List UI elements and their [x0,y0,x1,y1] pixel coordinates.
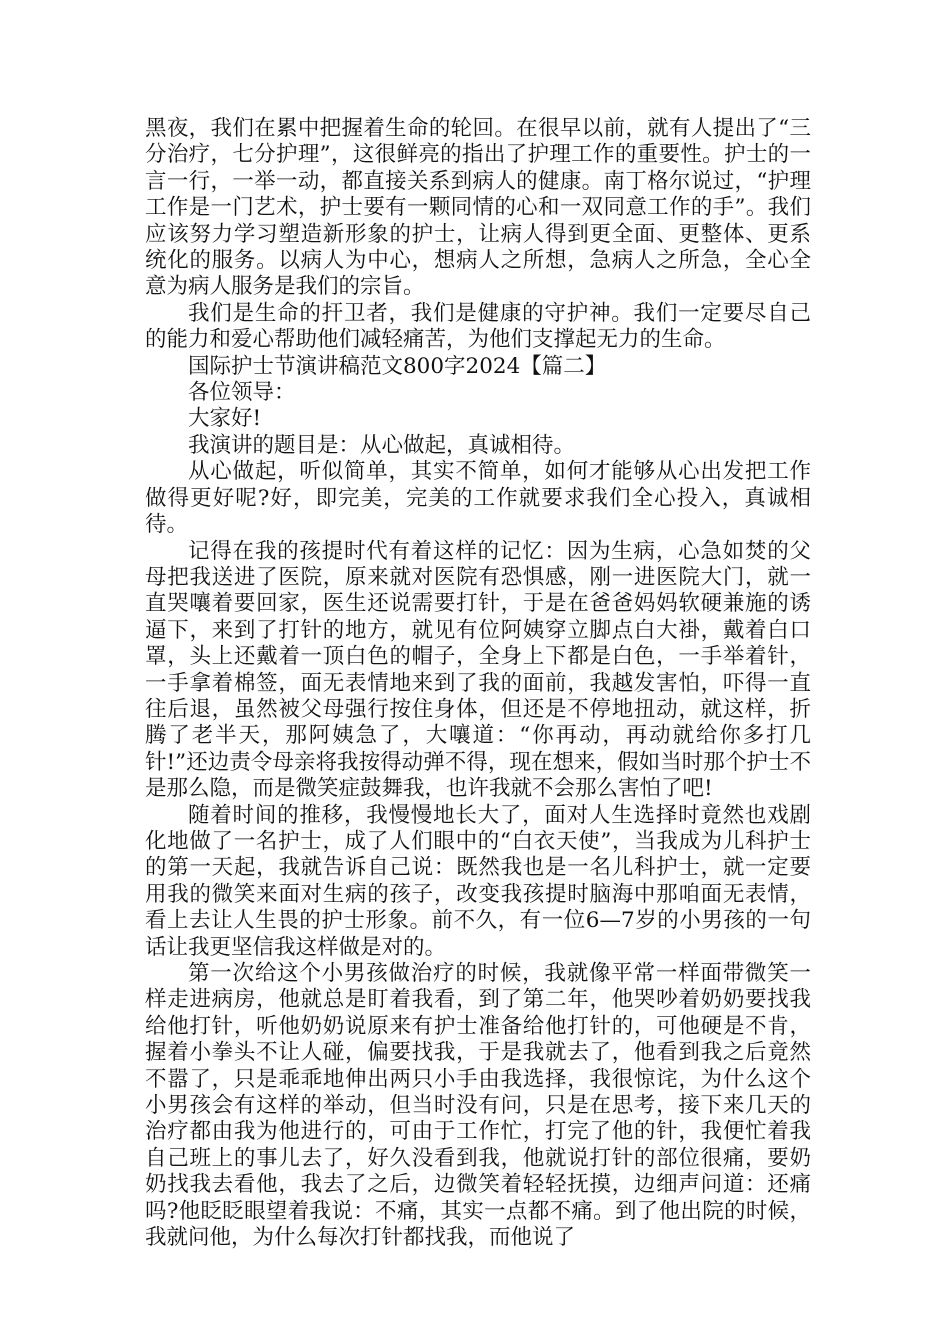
speech-topic: 我演讲的题目是：从心做起，真诚相待。 [188,432,576,458]
body-paragraph: 从心做起，听似简单，其实不简单，如何才能够从心出发把工作做得更好呢?好，即完美，完美的工作就要求我们全心投入，真诚相待。 [145,459,811,538]
salutation: 各位领导： [188,380,296,406]
section-heading: 国际护士节演讲稿范文800字2024【篇二】 [188,353,607,379]
body-paragraph: 黑夜，我们在累中把握着生命的轮回。在很早以前，就有人提出了“三分治疗，七分护理”，这很鲜亮的指出了护理工作的重要性。护士的一言一行，一举一动，都直接关系到病人的健康。南丁格尔说过，“护理工作是一门艺术，护士要有一颗同情的心和一双同意工作的手”。我们应该努力学习塑造新形象的护士，让病人得到更全面、更整体、更系统化的服务。以病人为中心，想病人之所想，急病人之所急，全心全意为病人服务是我们的宗旨。 [145,116,811,300]
body-paragraph: 第一次给这个小男孩做治疗的时候，我就像平常一样面带微笑一样走进病房，他就总是盯着我看，到了第二年，他哭吵着奶奶要找我给他打针，听他奶奶说原来有护士准备给他打针的，可他硬是不肯，握着小拳头不让人碰，偏要找我，于是我就去了，他看到我之后竟然不嚣了，只是乖乖地伸出两只小手由我选择，我很惊诧，为什么这个小男孩会有这样的举动，但当时没有问，只是在思考，接下来几天的治疗都由我为他进行的，可由于工作忙，打完了他的针，我便忙着我自己班上的事儿去了，好久没看到我，他就说打针的部位很痛，要奶奶找我去看他，我去了之后，边微笑着轻轻抚摸，边细声问道：还痛吗?他眨眨眼望着我说：不痛，其实一点都不痛。到了他出院的时候，我就问他，为什么每次打针都找我，而他说了 [145,961,811,1251]
document-page [145,116,811,1251]
body-paragraph: 记得在我的孩提时代有着这样的记忆：因为生病，心急如焚的父母把我送进了医院，原来就对医院有恐惧感，刚一进医院大门，就一直哭嚷着要回家，医生还说需要打针，于是在爸爸妈妈软硬兼施的诱逼下，来到了打针的地方，就见有位阿姨穿立脚点白大褂，戴着白口罩，头上还戴着一顶白色的帽子，全身上下都是白色，一手举着针，一手拿着棉签，面无表情地来到了我的面前，我越发害怕，吓得一直往后退，虽然被父母强行按住身体，但还是不停地扭动，就这样，折腾了老半天，那阿姨急了，大嚷道：“你再动，再动就给你多打几针!”还边责令母亲将我按得动弹不得，现在想来，假如当时那个护士不是那么隐，而是微笑症鼓舞我，也许我就不会那么害怕了吧! [145,538,811,802]
body-paragraph: 随着时间的推移，我慢慢地长大了，面对人生选择时竟然也戏剧化地做了一名护士，成了人们眼中的“白衣天使”，当我成为儿科护士的第一天起，我就告诉自己说：既然我也是一名儿科护士，就一定要用我的微笑来面对生病的孩子，改变我孩提时脑海中那咱面无表情，看上去让人生畏的护士形象。前不久，有一位6—7岁的小男孩的一句话让我更坚信我这样做是对的。 [145,802,811,960]
body-paragraph: 我们是生命的扞卫者，我们是健康的守护神。我们一定要尽自己的能力和爱心帮助他们减轻痛苦，为他们支撑起无力的生命。 [145,300,811,353]
greeting: 大家好! [188,406,262,432]
